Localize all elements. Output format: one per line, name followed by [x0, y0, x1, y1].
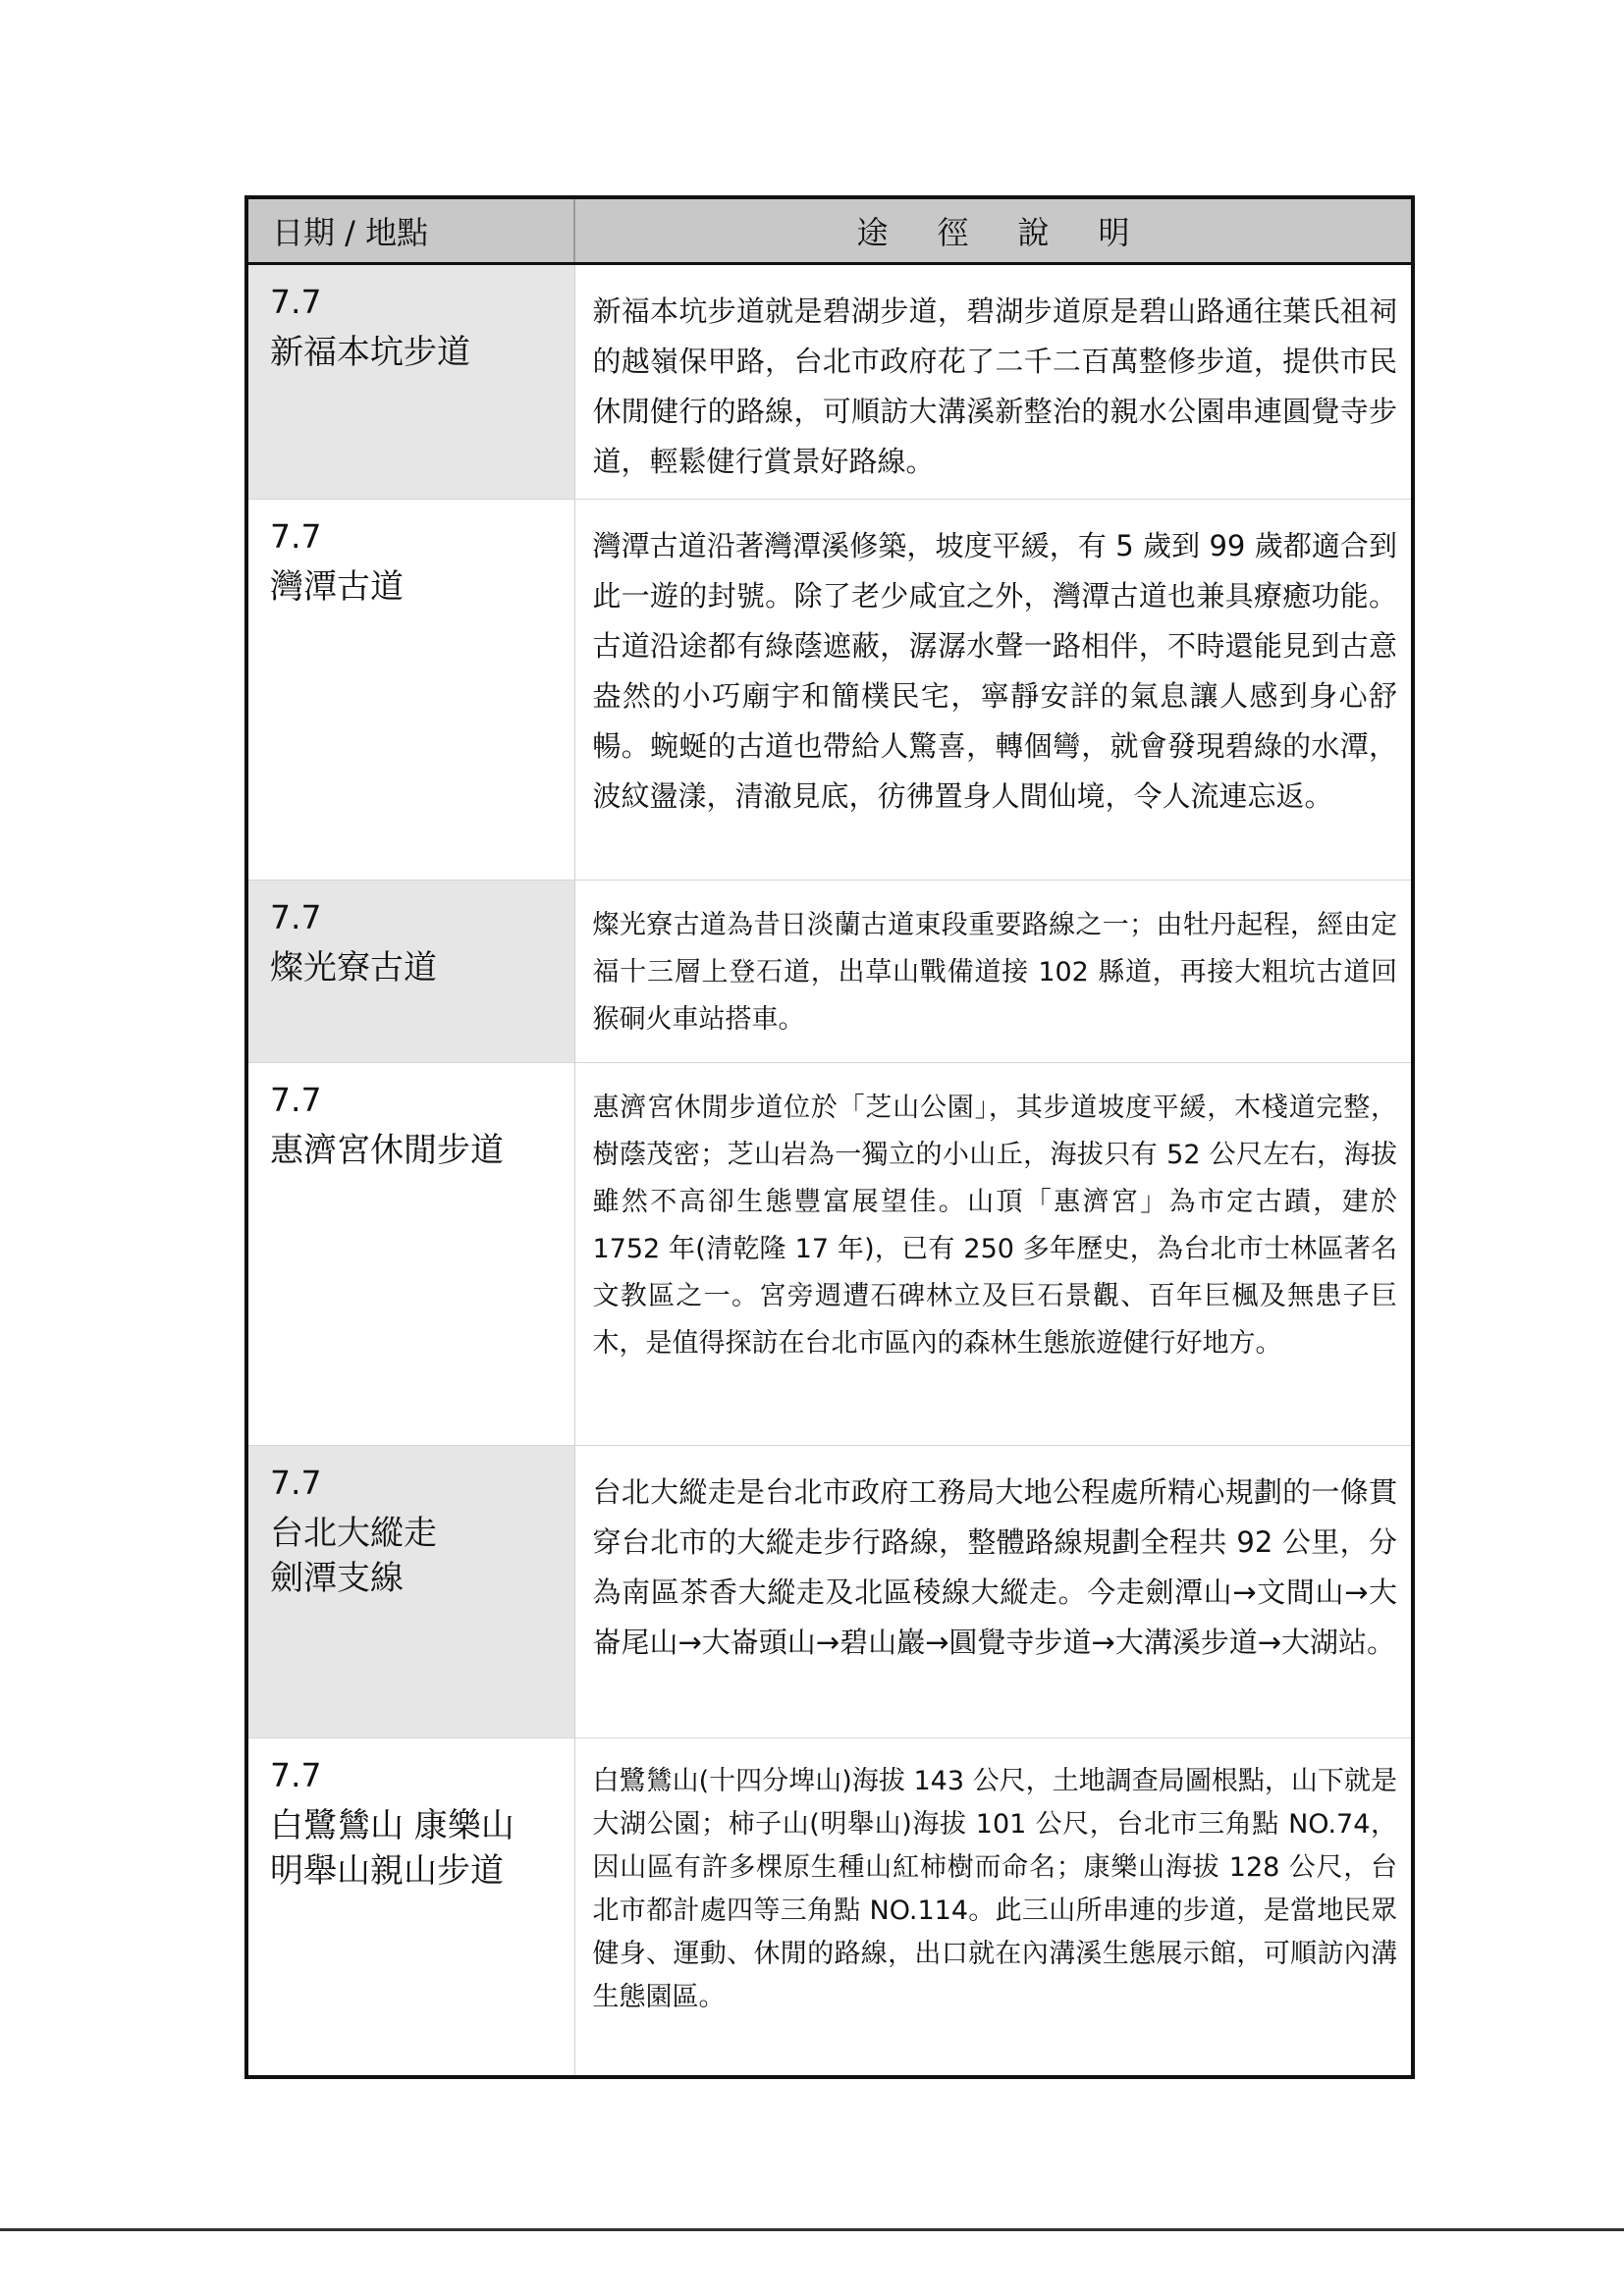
date-place-cell	[246, 1738, 574, 2077]
footer-rule	[0, 2228, 1624, 2231]
row-date: 7.7	[270, 1081, 322, 1119]
date-place-cell	[246, 881, 574, 1063]
table-row	[246, 881, 1413, 1063]
row-description: 新福本坑步道就是碧湖步道，碧湖步道原是碧山路通往葉氏祖祠的越嶺保甲路，台北市政府花了二千二百萬整修步道，提供市民休閒健行的路線，可順訪大溝溪新整治的親水公園串連圓覺寺步道，輕鬆健行賞景好路線。	[574, 264, 1413, 500]
row-description: 灣潭古道沿著灣潭溪修築，坡度平緩，有 5 歲到 99 歲都適合到此一遊的封號。除了老少咸宜之外，灣潭古道也兼具療癒功能。古道沿途都有綠蔭遮蔽，潺潺水聲一路相伴，不時還能見到古意盎然的小巧廟宇和簡樸民宅，寧靜安詳的氣息讓人感到身心舒暢。蜿蜒的古道也帶給人驚喜，轉個彎，就會發現碧綠的水潭，波紋盪漾，清澈見底，彷彿置身人間仙境，令人流連忘返。	[574, 500, 1413, 881]
row-description: 燦光寮古道為昔日淡蘭古道東段重要路線之一；由牡丹起程，經由定福十三層上登石道，出草山戰備道接 102 縣道，再接大粗坑古道回猴硐火車站搭車。	[574, 881, 1413, 1063]
row-date: 7.7	[270, 1756, 322, 1794]
row-place: 惠濟宮休閒步道	[270, 1131, 504, 1170]
date-place-cell	[246, 1446, 574, 1738]
row-place: 白鷺鷥山 康樂山 明舉山親山步道	[270, 1806, 514, 1891]
row-place: 台北大縱走 劍潭支線	[270, 1514, 437, 1598]
date-place-cell	[246, 1063, 574, 1446]
row-date: 7.7	[270, 898, 322, 936]
table-row	[246, 1446, 1413, 1738]
row-date: 7.7	[270, 1464, 322, 1502]
row-description: 白鷺鷥山(十四分埤山)海拔 143 公尺，土地調查局圖根點，山下就是大湖公園；柿子山(明舉山)海拔 101 公尺，台北市三角點 NO.74，因山區有許多棵原生種山紅柿樹而命名；康樂山海拔 128 公尺，台北市都計處四等三角點 NO.114。此三山所串連的步道，是當地民眾健身、運動、休閒的路線，出口就在內溝溪生態展示館，可順訪內溝生態園區。	[574, 1738, 1413, 2077]
row-place: 新福本坑步道	[270, 333, 470, 372]
table-row	[246, 500, 1413, 881]
row-description: 台北大縱走是台北市政府工務局大地公程處所精心規劃的一條貫穿台北市的大縱走步行路線，整體路線規劃全程共 92 公里，分為南區茶香大縱走及北區稜線大縱走。今走劍潭山→文間山→大崙尾山→大崙頭山→碧山巖→圓覺寺步道→大溝溪步道→大湖站。	[574, 1446, 1413, 1738]
itinerary-table	[244, 195, 1415, 2079]
table-row	[246, 1063, 1413, 1446]
table-header-row	[246, 197, 1413, 264]
date-place-cell	[246, 500, 574, 881]
header-description: 途徑說明	[574, 197, 1413, 264]
row-date: 7.7	[270, 283, 322, 321]
header-date-place: 日期 / 地點	[246, 197, 574, 264]
table-row	[246, 264, 1413, 500]
row-place: 灣潭古道	[270, 567, 404, 607]
row-place: 燦光寮古道	[270, 948, 437, 988]
table-row	[246, 1738, 1413, 2077]
row-date: 7.7	[270, 517, 322, 556]
row-description: 惠濟宮休閒步道位於「芝山公園」，其步道坡度平緩，木棧道完整，樹蔭茂密；芝山岩為一獨立的小山丘，海拔只有 52 公尺左右，海拔雖然不高卻生態豐富展望佳。山頂「惠濟宮」為市定古蹟，建於 1752 年(清乾隆 17 年)，已有 250 多年歷史，為台北市士林區著名文教區之一。宮旁週遭石碑林立及巨石景觀、百年巨楓及無患子巨木，是值得探訪在台北市區內的森林生態旅遊健行好地方。	[574, 1063, 1413, 1446]
date-place-cell	[246, 264, 574, 500]
